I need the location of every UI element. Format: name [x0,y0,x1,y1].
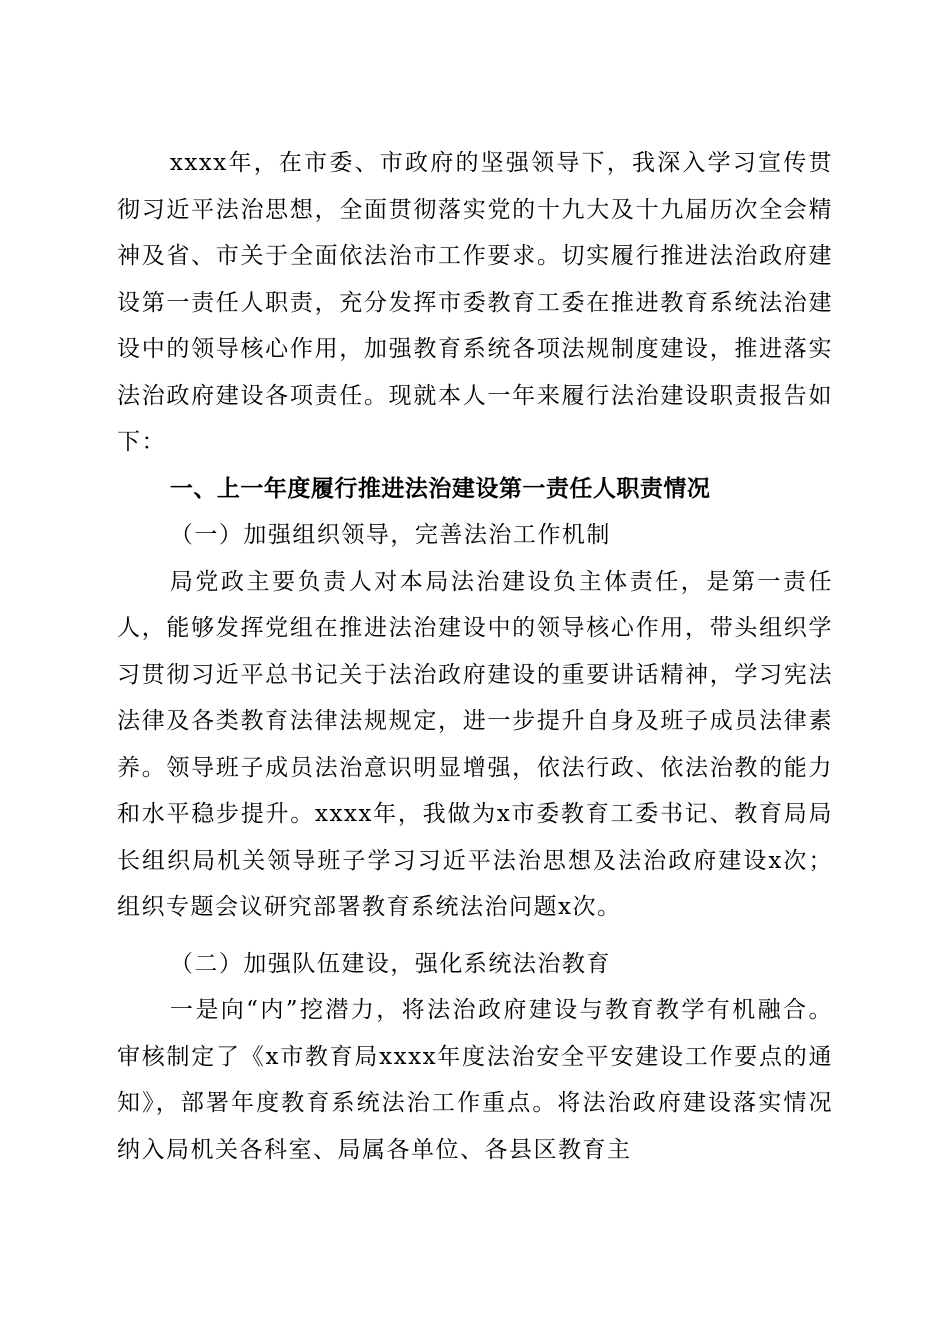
subsection-heading-1: （一）加强组织领导，完善法治工作机制 [169,522,611,548]
section-heading-1: 一、上一年度履行推进法治建设第一责任人职责情况 [169,475,711,502]
document-body [117,140,833,1173]
paragraph-gap [117,931,833,941]
intro-paragraph: xxxx年，在市委、市政府的坚强领导下，我深入学习宣传贯彻习近平法治思想，全面贯彻落实党的十九大及十九届历次全会精神及省、市关于全面依法治市工作要求。切实履行推进法治政府建设第一责任人职责，充分发挥市委教育工委在推进教育系统法治建设中的领导核心作用，加强教育系统各项法规制度建设，推进落实法治政府建设各项责任。现就本人一年来履行法治建设职责报告如下： [117,150,833,455]
subsection-heading-2: （二）加强队伍建设，强化系统法治教育 [169,950,611,977]
subsection-1-paragraph: 局党政主要负责人对本局法治建设负主体责任，是第一责任人，能够发挥党组在推进法治建设中的领导核心作用，带头组织学习贯彻习近平总书记关于法治政府建设的重要讲话精神，学习宪法法律及各类教育法律法规规定，进一步提升自身及班子成员法律素养。领导班子成员法治意识明显增强，依法行政、依法治教的能力和水平稳步提升。xxxx年，我做为x市委教育工委书记、教育局局长组织局机关领导班子学习习近平法治思想及法治政府建设x次；组织专题会议研究部署教育系统法治问题x次。 [117,568,833,920]
subsection-2-paragraph: 一是向“内”挖潜力，将法治政府建设与教育教学有机融合。审核制定了《x市教育局xxxx年度法治安全平安建设工作要点的通知》，部署年度教育系统法治工作重点。将法治政府建设落实情况纳入局机关各科室、局属各单位、各县区教育主 [117,997,833,1163]
